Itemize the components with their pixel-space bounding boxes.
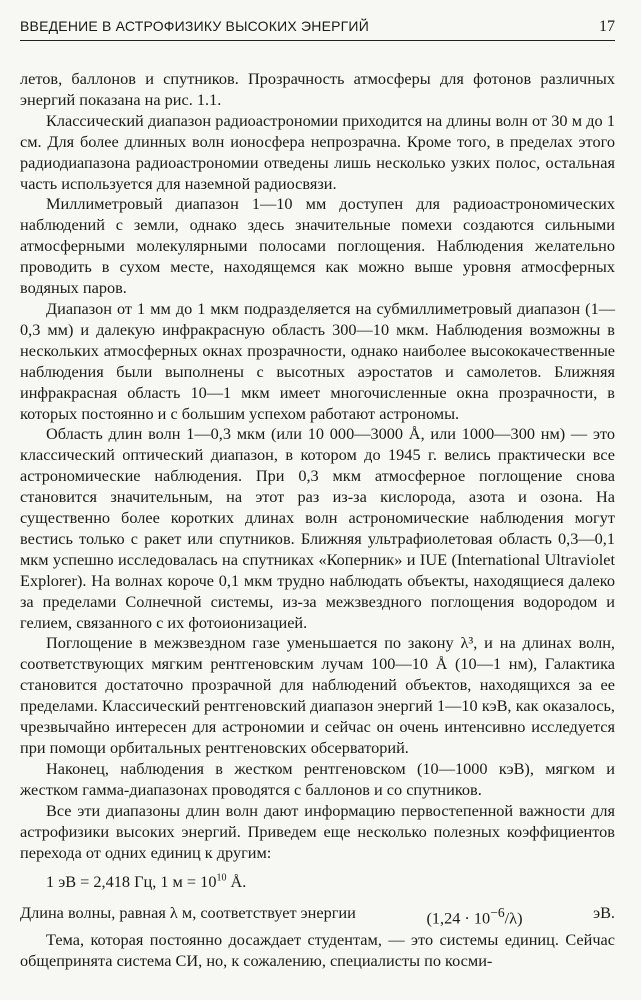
paragraph: Область длин волн 1—0,3 мкм (или 10 000—3000 Å, или 1000—300 нм) — это классический оптический диапазон, в котором до 1945 г. велись практически все астрономические наблюдения. При 0,3 мкм атмосферное поглощение снова становится значительным, на этот раз из-за кислорода, азота и озона. На существенно более коротких длинах волн астрономические наблюдения могут вестись только с ракет или спутников. Ближняя ультрафиолетовая область 0,3—0,1 мкм успешно исследовалась на спутниках «Коперник» и IUE (International Ultraviolet Explorer). На волнах короче 0,1 мкм трудно наблюдать объекты, находящиеся далеко за пределами Солнечной системы, из-за межзвездного поглощения водородом и гелием, связанного с их фотоионизацией. [20,424,615,632]
paragraph: летов, баллонов и спутников. Прозрачность атмосферы для фотонов различных энергий показана на рис. 1.1. [20,69,615,109]
formula-right: Å. [226,872,247,892]
formula-left: 1 эВ = 2,418 Гц, 1 м = 10 [46,872,217,892]
running-title: ВВЕДЕНИЕ В АСТРОФИЗИКУ ВЫСОКИХ ЭНЕРГИЙ [20,18,369,34]
paragraph: Тема, которая постоянно досаждает студентам, — это системы единиц. Сейчас общепринята система СИ, но, к сожалению, специалисты по косми- [20,929,615,970]
paragraph: Классический диапазон радиоастрономии приходится на длины волн от 30 м до 1 см. Для более длинных волн ионосфера непрозрачна. Кроме того, в пределах этого радиодиапазона радиоастрономии отведены лишь несколько узких полос, остальная часть используется для наземной радиосвязи. [20,110,615,193]
energy-unit: эВ. [593,903,615,923]
page-body [20,41,615,972]
paragraph: Наконец, наблюдения в жестком рентгеновском (10—1000 кэВ), мягком и жестком гамма-диапазонах проводятся с баллонов и со спутников. [20,758,615,799]
energy-expr-a: (1,24 · 10 [426,908,491,928]
energy-conversion-line [20,903,615,929]
paragraph: Все эти диапазоны длин волн дают информацию первостепенной важности для астрофизики высоких энергий. Приведем еще несколько полезных коэффициентов перехода от одних единиц к другим: [20,800,615,862]
energy-text: Длина волны, равная λ м, соответствует энергии [20,903,356,923]
paragraph: Поглощение в межзвездном газе уменьшается по закону λ³, и на длинах волн, соответствующих мягким рентгеновским лучам 100—10 Å (10—1 нм), Галактика становится достаточно прозрачной для наблюдений объектов, находящихся за ее пределами. Классический рентгеновский диапазон энергий 1—10 кэВ, как оказалось, чрезвычайно интересен для астрономии и сейчас он очень интенсивно исследуется при помощи орбитальных рентгеновских обсерваторий. [20,633,615,757]
page-number: 17 [599,18,615,35]
energy-expr-b: /λ) [504,908,523,928]
energy-expr-exponent: −6 [490,905,505,921]
energy-expression [426,903,522,929]
page-header [20,0,615,41]
paragraph: Миллиметровый диапазон 1—10 мм доступен для радиоастрономических наблюдений с земли, однако здесь значительные помехи создаются сильными атмосферными молекулярными полосами поглощения. Наблюдения желательно проводить в сухом месте, находящемся как можно выше уровня атмосферных водяных паров. [20,194,615,298]
paragraph: Диапазон от 1 мм до 1 мкм подразделяется на субмиллиметровый диапазон (1—0,3 мм) и далекую инфракрасную область 300—10 мкм. Наблюдения возможны в нескольких атмосферных окнах прозрачности, однако наиболее высококачественные наблюдения были выполнены с высотных аэростатов и самолетов. Ближняя инфракрасная область 10—1 мкм имеет многочисленные окна прозрачности, в которых постоянно и с большим успехом работают астрономы. [20,298,615,423]
formula-exponent: 10 [216,873,227,885]
unit-conversion-formula [46,871,615,893]
